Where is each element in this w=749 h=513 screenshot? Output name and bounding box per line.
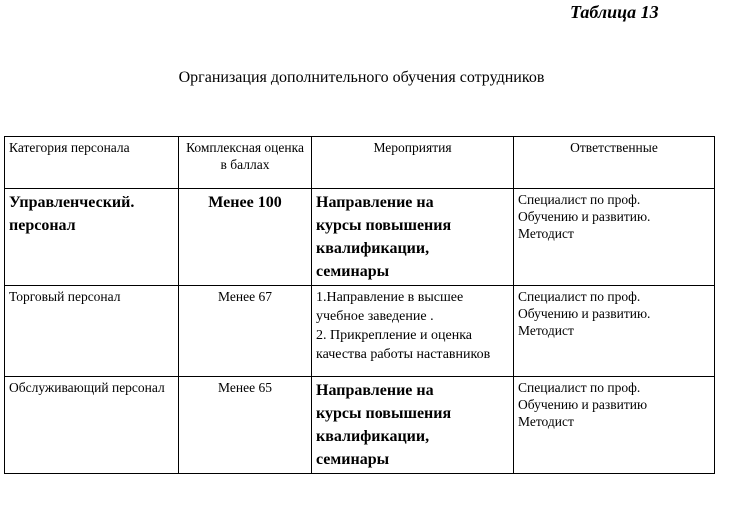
page-title: Организация дополнительного обучения сотрудников xyxy=(178,69,545,86)
responsible-cell xyxy=(514,189,715,286)
header-category xyxy=(5,137,179,189)
table-number: Таблица 13 xyxy=(570,2,659,22)
responsible-cell xyxy=(514,286,715,377)
category-cell xyxy=(5,377,179,474)
responsible-cell xyxy=(514,377,715,474)
responsible-line: Методист xyxy=(518,226,574,241)
measures-cell: Направление на курсы повышения квалификации, семинары xyxy=(312,377,514,474)
table-row xyxy=(5,189,715,286)
score-cell: Менее 65 xyxy=(179,377,312,474)
table-header-row xyxy=(5,137,715,189)
responsible-line: Обучению и развитию. xyxy=(518,209,651,224)
responsible-line: Обучению и развитию. xyxy=(518,306,651,321)
header-measures: Мероприятия xyxy=(312,137,514,189)
measure-item: 2. Прикрепление и оценка качества работы наставников xyxy=(316,328,491,362)
score-cell: Менее 67 xyxy=(179,286,312,377)
category-text: Управленческий. персонал xyxy=(9,194,135,234)
score-cell: Менее 100 xyxy=(179,189,312,286)
header-score: Комплексная оценка в баллах xyxy=(179,137,312,189)
header-text: Категория персонала xyxy=(9,140,130,155)
responsible-line: Методист xyxy=(518,414,574,429)
table-row xyxy=(5,286,715,377)
table-row xyxy=(5,377,715,474)
category-cell xyxy=(5,286,179,377)
responsible-line: Специалист по проф. xyxy=(518,380,641,395)
responsible-line: Методист xyxy=(518,323,574,338)
responsible-line: Обучению и развитию xyxy=(518,397,648,412)
category-cell xyxy=(5,189,179,286)
measures-cell xyxy=(312,286,514,377)
training-table xyxy=(4,136,715,474)
measures-cell: Направление на курсы повышения квалификации, семинары xyxy=(312,189,514,286)
category-text: Торговый персонал xyxy=(9,289,121,304)
header-responsible: Ответственные xyxy=(514,137,715,189)
responsible-line: Специалист по проф. xyxy=(518,192,641,207)
responsible-line: Специалист по проф. xyxy=(518,289,641,304)
category-text: Обслуживающий персонал xyxy=(9,380,165,395)
measure-item: 1.Направление в высшее учебное заведение . xyxy=(316,290,464,324)
